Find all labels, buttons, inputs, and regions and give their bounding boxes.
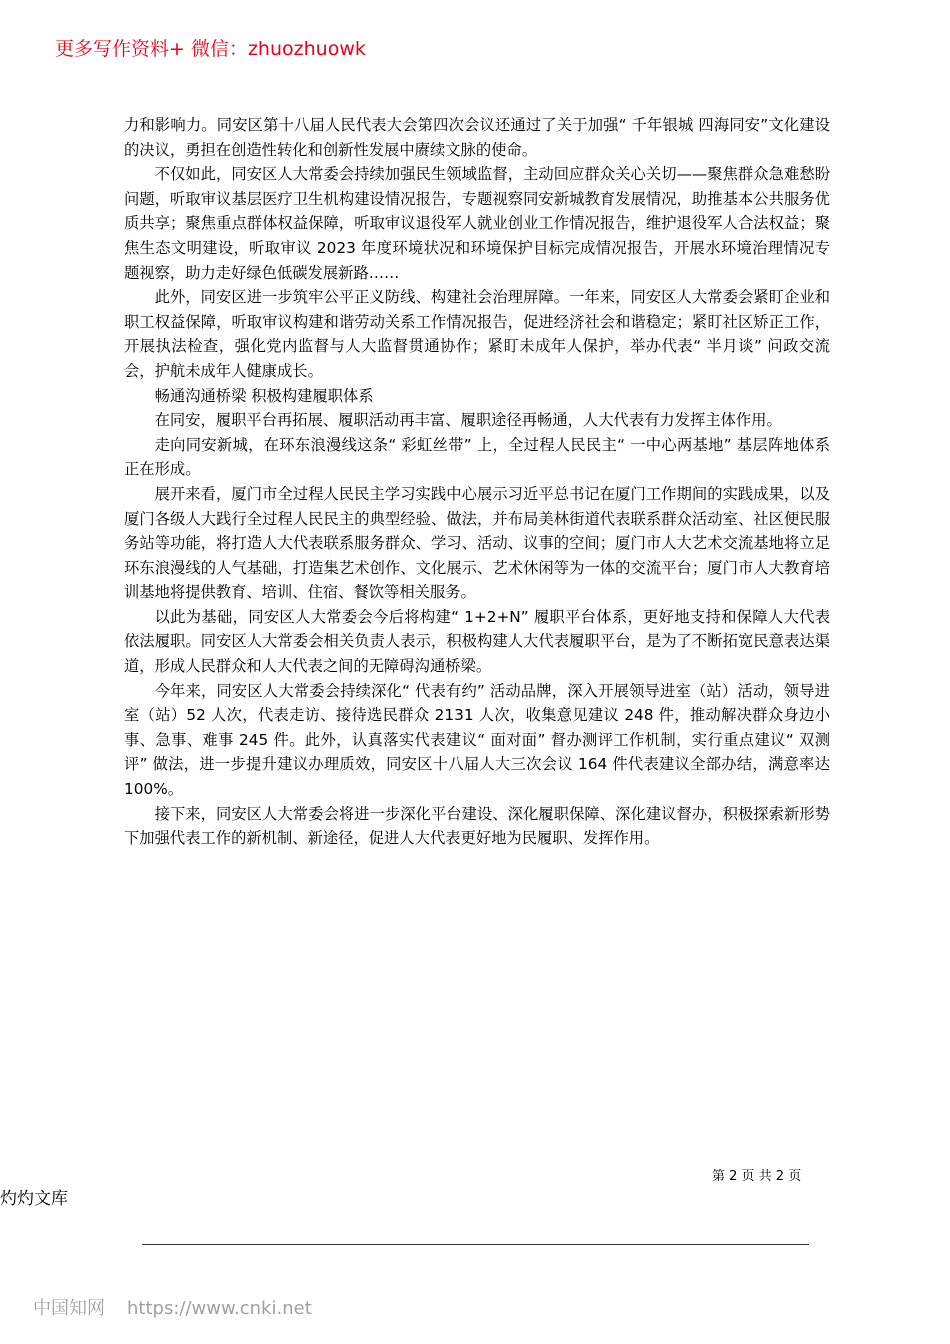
- article-body: [124, 113, 830, 851]
- paragraph: 力和影响力。同安区第十八届人民代表大会第四次会议还通过了关于加强“ 千年银城 四海同安”文化建设的决议，勇担在创造性转化和创新性发展中赓续文脉的使命。: [124, 116, 830, 159]
- paragraph: 不仅如此，同安区人大常委会持续加强民生领域监督，主动回应群众关心关切——聚焦群众急难愁盼问题，听取审议基层医疗卫生机构建设情况报告，专题视察同安新城教育发展情况，助推基本公共服务优质共享；聚焦重点群体权益保障，听取审议退役军人就业创业工作情况报告，维护退役军人合法权益；聚焦生态文明建设，听取审议 2023 年度环境状况和环境保护目标完成情况报告，开展水环境治理情况专题视察，助力走好绿色低碳发展新路……: [124, 165, 830, 282]
- paragraph: 接下来，同安区人大常委会将进一步深化平台建设、深化履职保障、深化建议督办，积极探索新形势下加强代表工作的新机制、新途径，促进人大代表更好地为民履职、发挥作用。: [124, 804, 830, 848]
- paragraph: 此外，同安区进一步筑牢公平正义防线、构建社会治理屏障。一年来，同安区人大常委会紧盯企业和职工权益保障，听取审议构建和谐劳动关系工作情况报告，促进经济社会和谐稳定；紧盯社区矫正工作，开展执法检查，强化党内监督与人大监督贯通协作；紧盯未成年人保护，举办代表“ 半月谈” 问政交流会，护航未成年人健康成长。: [124, 288, 830, 380]
- footer-watermark: [33, 1294, 312, 1320]
- paragraph: 展开来看，厦门市全过程人民民主学习实践中心展示习近平总书记在厦门工作期间的实践成果，以及厦门各级人大践行全过程人民民主的典型经验、做法，并布局美林街道代表联系群众活动室、社区便民服务站等功能，将打造人大代表联系服务群众、学习、活动、议事的空间；厦门市人大艺术交流基地将立足环东浪漫线的人气基础，打造集艺术创作、文化展示、艺术休闲等为一体的交流平台；厦门市人大教育培训基地将提供教育、培训、住宿、餐饮等相关服务。: [124, 484, 830, 602]
- promo-watermark: 更多写作资料+ 微信：zhuozhuowk: [55, 38, 366, 60]
- paragraph: 走向同安新城，在环东浪漫线这条“ 彩虹丝带” 上，全过程人民民主“ 一中心两基地” 基层阵地体系正在形成。: [124, 435, 830, 479]
- section-heading: 畅通沟通桥梁 积极构建履职体系: [154, 386, 374, 405]
- paragraph: 在同安，履职平台再拓展、履职活动再丰富、履职途径再畅通，人大代表有力发挥主体作用。: [154, 411, 782, 430]
- brand-label: 灼灼文库: [0, 1189, 68, 1209]
- paragraph: 以此为基础，同安区人大常委会今后将构建“ 1+2+N” 履职平台体系，更好地支持和保障人大代表依法履职。同安区人大常委会相关负责人表示，积极构建人大代表履职平台，是为了不断拓宽民意表达渠道，形成人民群众和人大代表之间的无障碍沟通桥梁。: [124, 607, 830, 676]
- footer-divider: [142, 1244, 809, 1245]
- site-url: https://www.cnki.net: [127, 1298, 312, 1319]
- paragraph: 今年来，同安区人大常委会持续深化“ 代表有约” 活动品牌，深入开展领导进室（站）活动，领导进室（站）52 人次，代表走访、接待选民群众 2131 人次，收集意见建议 248 件，推动解决群众身边小事、急事、难事 245 件。此外，认真落实代表建议“ 面对面” 督办测评工作机制，实行重点建议“ 双测评” 做法，进一步提升建议办理质效，同安区十八届人大三次会议 164 件代表建议全部办结，满意率达 100%。: [124, 681, 830, 799]
- page-number: 第 2 页 共 2 页: [712, 1169, 802, 1184]
- site-name: 中国知网: [33, 1298, 105, 1319]
